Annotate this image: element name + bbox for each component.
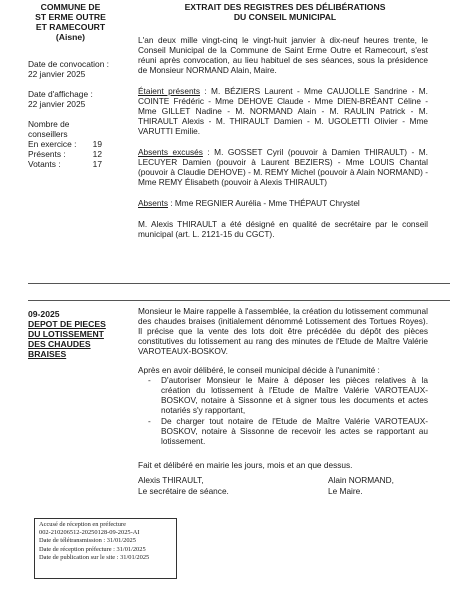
decision-list	[138, 375, 428, 446]
decision-text: D'autoriser Monsieur le Maire à déposer les pièces relatives à la création du lotissement à l'Etude de Maître Valérie VAROTEAUX-BOSKOV, notaire à Sissonne et à signer tous les documents et actes notariés s'y rapportant,	[161, 375, 428, 415]
deliberation-reference	[28, 309, 116, 359]
decision-item	[138, 416, 428, 446]
absents-label: Absents	[138, 198, 168, 208]
deliberation-number: 09-2025	[28, 309, 60, 319]
presents-label: Étaient présents	[138, 86, 201, 96]
mayor-name: Alain NORMAND,	[328, 475, 394, 485]
presents-list: : M. BÉZIERS Laurent - Mme CAUJOLLE Sandrine - M. COINTE Frédéric - Mme DEHOVE Claude - Mme DIEN-BRÉANT Céline - Mme GILLET Nadine - M. NORMAND Alain - M. RAULIN Patrick - M. THIRAULT Alexis - M. THIRAULT Damien - M. UGOLETTI Olivier - Mme VARUTTI Emilie.	[138, 86, 428, 136]
votants-label: Votants :	[28, 159, 61, 169]
excuses-list: : M. GOSSET Cyril (pouvoir à Damien THIRAULT) - M. LECUYER Damien (pouvoir à Laurent BEZIERS) - Mme LOUIS Chantal (pouvoir à Claudie DEHOVE) - M. REMY Michel (pouvoir à Alain NORMAND) - Mme REMY Élisabeth (pouvoir à Alexis THIRAULT)	[138, 147, 428, 187]
secretary-role: Le secrétaire de séance.	[138, 486, 229, 496]
convocation-label: Date de convocation :	[28, 59, 110, 69]
conseillers-label: Nombre de	[28, 119, 70, 129]
deliberation-title: DEPOT DE PIECES DU LOTISSEMENT DES CHAUDES BRAISES	[28, 319, 106, 359]
commune-line: ST ERME OUTRE	[35, 12, 106, 22]
stamp-line: Date de télétransmission : 31/01/2025	[39, 537, 136, 545]
conseillers-label: conseillers	[28, 129, 68, 139]
decision-text: De charger tout notaire de l'Etude de Maître Valérie VAROTEAUX-BOSKOV, notaire à Sissonne de recevoir les actes se rapportant au lotissement.	[161, 416, 428, 446]
title-line: DU CONSEIL MUNICIPAL	[233, 12, 337, 22]
stamp-line: Date de publication sur le site : 31/01/2025	[39, 553, 150, 561]
stamp-line: Date de réception préfecture : 31/01/2025	[39, 545, 146, 553]
convocation-date: 22 janvier 2025	[28, 69, 86, 79]
votants-row	[28, 159, 113, 169]
decision-bullet: -	[148, 375, 151, 385]
affichage-block	[28, 89, 113, 109]
conseillers-block	[28, 119, 113, 169]
commune-line: COMMUNE DE	[40, 2, 101, 12]
excuses-paragraph	[138, 147, 428, 187]
presents-label: Présents :	[28, 149, 66, 159]
left-column	[28, 2, 113, 169]
absents-list: : Mme REGNIER Aurélia - Mme THÉPAUT Chrystel	[167, 198, 360, 208]
deliberation-body	[138, 306, 428, 470]
body-paragraph: Monsieur le Maire rappelle à l'assemblée, la création du lotissement communal des chaudes braises (initialement dénommé Lotissement des Tortues Royes). Il précise que la vente des lots doit être précédée du dépôt des pièces constitutives du lotissement au rang des minutes de l'Etude de Maître Valérie VAROTEAUX-BOSKOV.	[138, 306, 428, 356]
presents-value: 12	[92, 149, 102, 159]
document-title	[120, 2, 450, 22]
convocation-block	[28, 59, 113, 79]
commune-header	[28, 2, 113, 42]
closing-statement: Fait et délibéré en mairie les jours, mois et an que dessus.	[138, 460, 353, 470]
decision-intro: Après en avoir délibéré, le conseil municipal décide à l'unanimité :	[138, 365, 380, 375]
affichage-date: 22 janvier 2025	[28, 99, 86, 109]
absents-paragraph	[138, 198, 428, 208]
affichage-label: Date d'affichage :	[28, 89, 93, 99]
intro-paragraph: L'an deux mille vingt-cinq le vingt-huit janvier à dix-neuf heures trente, le Conseil Municipal de la Commune de Saint Erme Outre et Ramecourt, s'est réuni après convocation, au lieu habituel de ses séances, sous la présidence de Monsieur NORMAND Alain, Maire.	[138, 35, 428, 75]
commune-line: ET RAMECOURT	[35, 22, 106, 32]
secretary-name: Alexis THIRAULT,	[138, 475, 204, 485]
title-line: EXTRAIT DES REGISTRES DES DÉLIBÉRATIONS	[184, 2, 386, 12]
prefecture-receipt-stamp	[34, 518, 177, 579]
mayor-role: Le Maire.	[328, 486, 363, 496]
mayor-signature	[328, 475, 394, 497]
section-divider	[28, 283, 450, 284]
stamp-line: Accusé de réception en préfecture	[39, 521, 126, 528]
commune-line: (Aisne)	[55, 32, 86, 42]
stamp-line: 002-210206512-20250128-09-2025-AI	[39, 529, 140, 537]
en-exercice-label: En exercice :	[28, 139, 77, 149]
en-exercice-value: 19	[92, 139, 102, 149]
secretaire-paragraph: M. Alexis THIRAULT a été désigné en qualité de secrétaire par le conseil municipal (art. L. 2121-15 du CGCT).	[138, 219, 428, 239]
decision-item	[138, 375, 428, 415]
presents-paragraph	[138, 86, 428, 136]
section-divider	[28, 300, 450, 301]
presents-row	[28, 149, 113, 159]
secretary-signature	[138, 475, 229, 497]
en-exercice-row	[28, 139, 113, 149]
decision-bullet: -	[148, 416, 151, 426]
votants-value: 17	[92, 159, 102, 169]
session-text	[138, 35, 428, 239]
excuses-label: Absents excusés	[138, 147, 203, 157]
